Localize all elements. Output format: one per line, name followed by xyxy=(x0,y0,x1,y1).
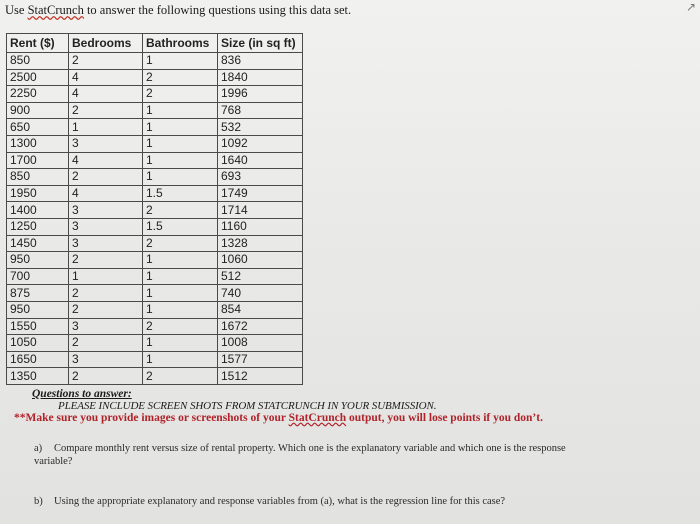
cell-bathrooms: 1.5 xyxy=(143,185,218,202)
cell-rent: 1350 xyxy=(7,368,69,385)
table-row xyxy=(7,202,303,219)
column-header-bedrooms: Bedrooms xyxy=(69,34,143,53)
cell-size: 512 xyxy=(218,268,303,285)
cell-rent: 1700 xyxy=(7,152,69,169)
cell-rent: 1550 xyxy=(7,318,69,335)
cell-bathrooms: 2 xyxy=(143,368,218,385)
cell-bedrooms: 2 xyxy=(69,285,143,302)
cell-rent: 1650 xyxy=(7,351,69,368)
header-suffix: to answer the following questions using this data set. xyxy=(83,3,352,17)
warning-text xyxy=(14,412,684,424)
cell-bathrooms: 1 xyxy=(143,152,218,169)
warning-prefix: **Make sure you provide images or screenshots of your xyxy=(14,412,289,424)
question-item-b xyxy=(34,496,634,509)
table-row xyxy=(7,86,303,103)
cell-bathrooms: 2 xyxy=(143,318,218,335)
cell-size: 1328 xyxy=(218,235,303,252)
cell-size: 693 xyxy=(218,169,303,186)
cell-bathrooms: 1 xyxy=(143,102,218,119)
cell-bathrooms: 1 xyxy=(143,268,218,285)
cell-rent: 1400 xyxy=(7,202,69,219)
cell-size: 1060 xyxy=(218,252,303,269)
questions-title: Questions to answer: xyxy=(32,388,132,400)
cell-size: 1008 xyxy=(218,335,303,352)
cell-bedrooms: 3 xyxy=(69,202,143,219)
cell-bedrooms: 3 xyxy=(69,218,143,235)
column-header-rent: Rent ($) xyxy=(7,34,69,53)
table-row xyxy=(7,252,303,269)
table-body xyxy=(7,53,303,385)
cell-bedrooms: 2 xyxy=(69,301,143,318)
cell-bedrooms: 1 xyxy=(69,119,143,136)
cell-size: 1714 xyxy=(218,202,303,219)
cell-size: 854 xyxy=(218,301,303,318)
screenshot-note: PLEASE INCLUDE SCREEN SHOTS FROM STATCRUNCH IN YOUR SUBMISSION. xyxy=(58,400,437,412)
cell-size: 1672 xyxy=(218,318,303,335)
table-row xyxy=(7,351,303,368)
table-row xyxy=(7,218,303,235)
cell-bedrooms: 2 xyxy=(69,53,143,70)
cell-rent: 850 xyxy=(7,53,69,70)
cell-bathrooms: 2 xyxy=(143,235,218,252)
cell-size: 1160 xyxy=(218,218,303,235)
table-row xyxy=(7,102,303,119)
cell-bedrooms: 4 xyxy=(69,185,143,202)
question-text: Compare monthly rent versus size of rental property. Which one is the explanatory variable and which one is the response variable? xyxy=(34,443,566,467)
table-row xyxy=(7,268,303,285)
cell-rent: 2500 xyxy=(7,69,69,86)
cell-bathrooms: 1 xyxy=(143,335,218,352)
table-row xyxy=(7,318,303,335)
cell-bathrooms: 1 xyxy=(143,169,218,186)
warning-app-name: StatCrunch xyxy=(288,412,347,424)
cell-bathrooms: 2 xyxy=(143,202,218,219)
table-row xyxy=(7,285,303,302)
question-item-a xyxy=(34,443,594,468)
cell-rent: 900 xyxy=(7,102,69,119)
cell-bedrooms: 4 xyxy=(69,86,143,103)
cell-bathrooms: 1 xyxy=(143,135,218,152)
question-text: Using the appropriate explanatory and response variables from (a), what is the regression line for this case? xyxy=(54,496,506,507)
cell-bathrooms: 1 xyxy=(143,252,218,269)
cell-bedrooms: 1 xyxy=(69,268,143,285)
table-row xyxy=(7,119,303,136)
column-header-bathrooms: Bathrooms xyxy=(143,34,218,53)
corner-arrow-icon: ↗ xyxy=(685,0,696,14)
cell-size: 1092 xyxy=(218,135,303,152)
header-app-name: StatCrunch xyxy=(27,3,84,17)
cell-bathrooms: 2 xyxy=(143,86,218,103)
table-row xyxy=(7,169,303,186)
cell-rent: 950 xyxy=(7,301,69,318)
cell-bathrooms: 1 xyxy=(143,119,218,136)
cell-rent: 875 xyxy=(7,285,69,302)
cell-rent: 950 xyxy=(7,252,69,269)
instructions-header xyxy=(5,3,351,18)
cell-rent: 700 xyxy=(7,268,69,285)
cell-bedrooms: 3 xyxy=(69,235,143,252)
cell-bedrooms: 2 xyxy=(69,169,143,186)
cell-rent: 650 xyxy=(7,119,69,136)
cell-rent: 1450 xyxy=(7,235,69,252)
cell-bedrooms: 2 xyxy=(69,335,143,352)
question-label: b) xyxy=(34,496,43,507)
cell-size: 1749 xyxy=(218,185,303,202)
cell-size: 532 xyxy=(218,119,303,136)
table-row xyxy=(7,69,303,86)
cell-bathrooms: 1 xyxy=(143,301,218,318)
table-row xyxy=(7,368,303,385)
table-row xyxy=(7,152,303,169)
table-row xyxy=(7,185,303,202)
cell-size: 1512 xyxy=(218,368,303,385)
table-row xyxy=(7,301,303,318)
cell-size: 1996 xyxy=(218,86,303,103)
cell-bedrooms: 3 xyxy=(69,318,143,335)
column-header-size: Size (in sq ft) xyxy=(218,34,303,53)
table-row xyxy=(7,335,303,352)
cell-rent: 1300 xyxy=(7,135,69,152)
cell-bathrooms: 1.5 xyxy=(143,218,218,235)
cell-bedrooms: 4 xyxy=(69,69,143,86)
cell-bathrooms: 1 xyxy=(143,285,218,302)
cell-bathrooms: 2 xyxy=(143,69,218,86)
cell-rent: 850 xyxy=(7,169,69,186)
cell-bedrooms: 4 xyxy=(69,152,143,169)
questions-section xyxy=(14,388,684,424)
header-prefix: Use xyxy=(5,3,28,17)
cell-bedrooms: 2 xyxy=(69,102,143,119)
cell-bedrooms: 3 xyxy=(69,135,143,152)
data-table xyxy=(6,33,303,385)
cell-bathrooms: 1 xyxy=(143,351,218,368)
cell-size: 836 xyxy=(218,53,303,70)
cell-rent: 2250 xyxy=(7,86,69,103)
cell-size: 1640 xyxy=(218,152,303,169)
cell-bedrooms: 2 xyxy=(69,252,143,269)
cell-rent: 1050 xyxy=(7,335,69,352)
warning-suffix: output, you will lose points if you don’t. xyxy=(346,412,543,424)
table-row xyxy=(7,235,303,252)
cell-rent: 1950 xyxy=(7,185,69,202)
cell-bedrooms: 3 xyxy=(69,351,143,368)
cell-rent: 1250 xyxy=(7,218,69,235)
question-label: a) xyxy=(34,443,43,454)
table-row xyxy=(7,53,303,70)
cell-size: 1840 xyxy=(218,69,303,86)
cell-bathrooms: 1 xyxy=(143,53,218,70)
cell-size: 1577 xyxy=(218,351,303,368)
table-header-row xyxy=(7,34,303,53)
cell-size: 740 xyxy=(218,285,303,302)
cell-bedrooms: 2 xyxy=(69,368,143,385)
table-row xyxy=(7,135,303,152)
cell-size: 768 xyxy=(218,102,303,119)
